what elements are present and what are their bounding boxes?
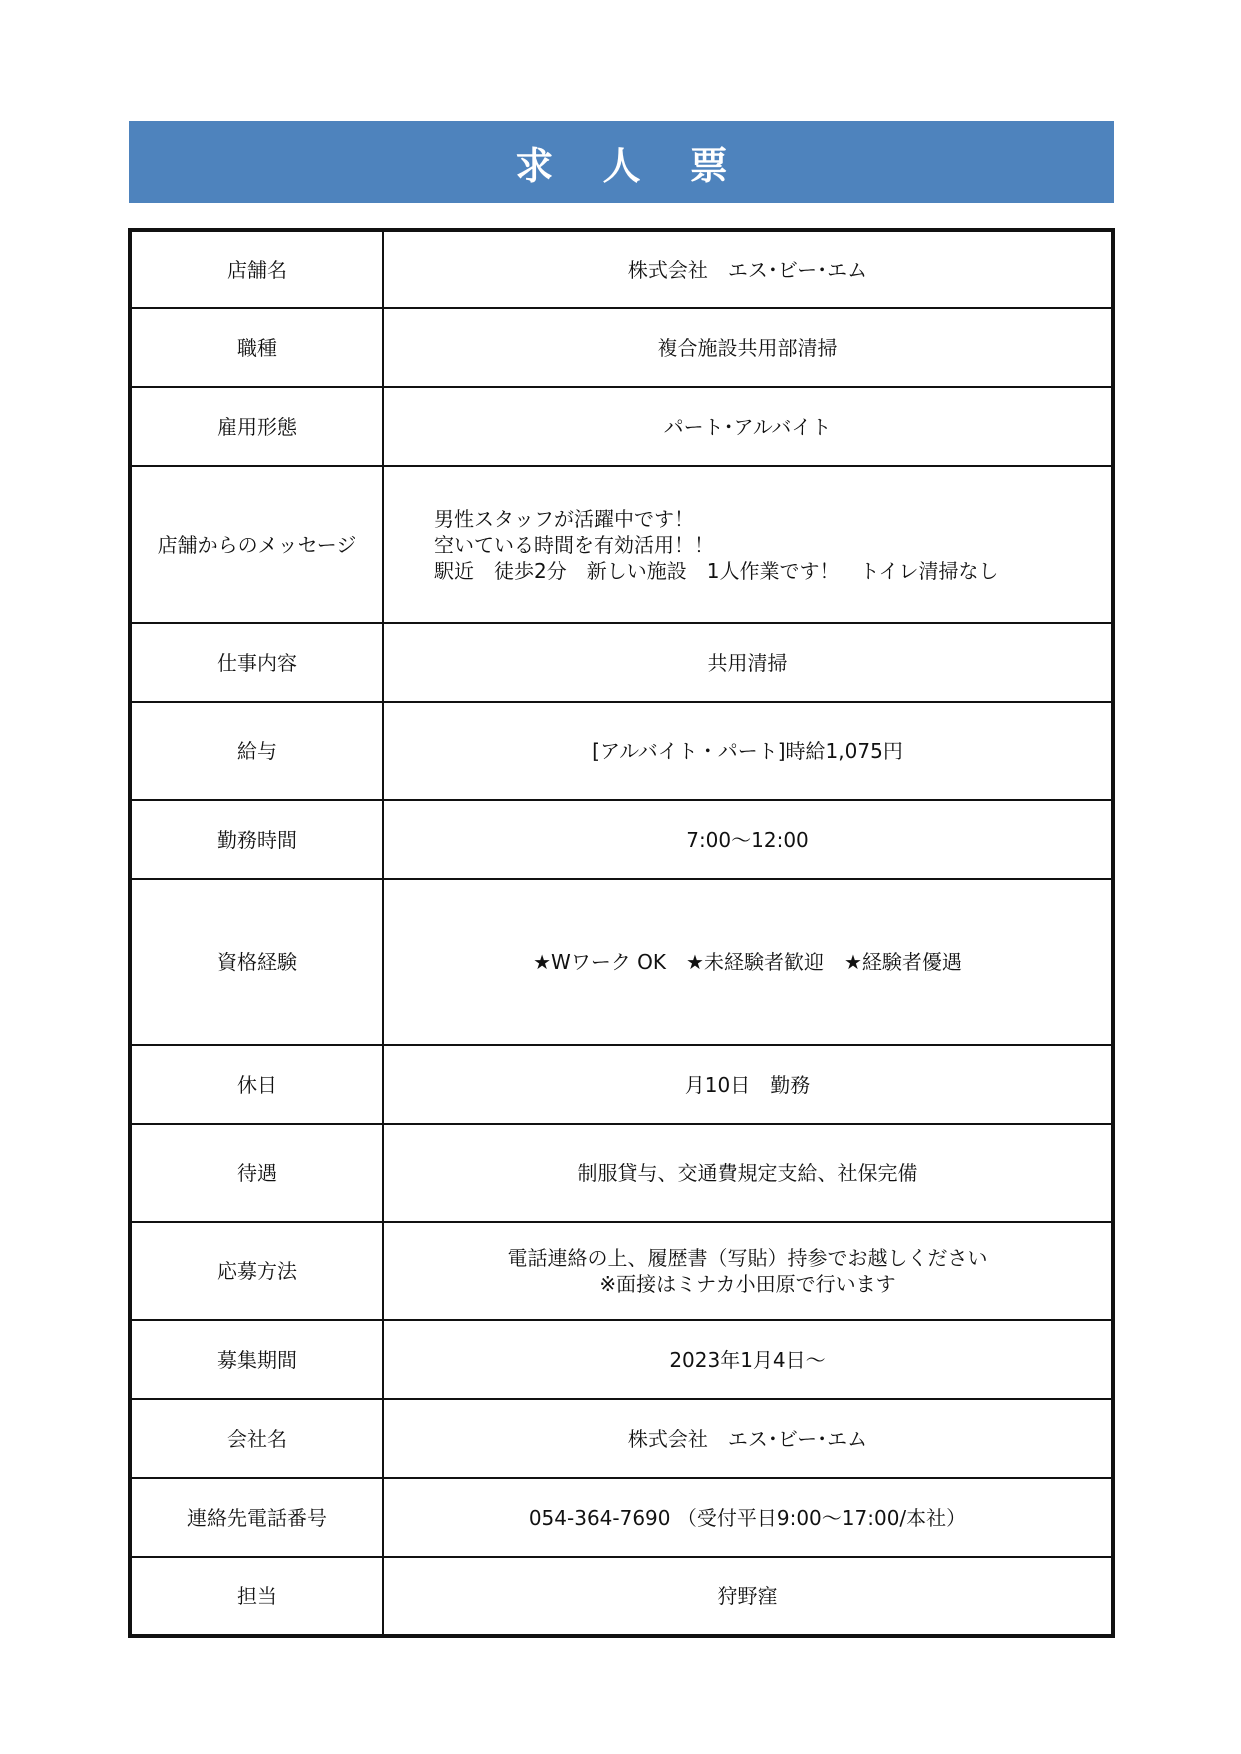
table-row (130, 387, 1113, 466)
row-label-store-message: 店舗からのメッセージ (130, 466, 383, 623)
value-line: 2023年1月4日～ (669, 1347, 826, 1372)
value-line: 制服貸与、交通費規定支給、社保完備 (577, 1161, 918, 1185)
value-line: パート･アルバイト (663, 414, 832, 439)
row-value-salary (383, 702, 1113, 800)
row-value-job-description (383, 623, 1113, 702)
row-value-job-type (383, 308, 1113, 387)
row-label-application-method: 応募方法 (130, 1222, 383, 1320)
row-label-job-type: 職種 (130, 308, 383, 387)
row-label-job-description: 仕事内容 (130, 623, 383, 702)
row-value-application-method (383, 1222, 1113, 1320)
table-row (130, 230, 1113, 308)
table-row (130, 1478, 1113, 1557)
row-label-work-hours: 勤務時間 (130, 800, 383, 879)
value-line: 狩野窪 (717, 1584, 778, 1608)
value-line: 株式会社 エス･ビー･エム (627, 257, 868, 282)
table-row (130, 623, 1113, 702)
row-label-recruitment-period: 募集期間 (130, 1320, 383, 1399)
value-line: 054-364-7690 （受付平日9:00～17:00/本社） (528, 1505, 967, 1530)
table-row (130, 1320, 1113, 1399)
value-line: 月10日 勤務 (684, 1072, 811, 1097)
row-value-qualifications (383, 879, 1113, 1045)
table-row (130, 1222, 1113, 1320)
row-value-work-hours (383, 800, 1113, 879)
page-title: 求 人 票 (515, 143, 746, 188)
job-listing-table (128, 228, 1115, 1638)
table-row (130, 1124, 1113, 1222)
row-label-salary: 給与 (130, 702, 383, 800)
table-row (130, 1045, 1113, 1124)
row-label-employment-type: 雇用形態 (130, 387, 383, 466)
row-value-contact-phone (383, 1478, 1113, 1557)
table-row (130, 702, 1113, 800)
row-value-store-message (383, 466, 1113, 623)
row-value-person-in-charge (383, 1557, 1113, 1636)
table-row (130, 879, 1113, 1045)
value-line: [アルバイト・パート]時給1,075円 (592, 739, 903, 763)
value-line: ※面接はミナカ小田原で行います (599, 1272, 896, 1296)
table-row (130, 1399, 1113, 1478)
row-value-company-name (383, 1399, 1113, 1478)
row-label-benefits: 待遇 (130, 1124, 383, 1222)
value-line: 駅近 徒歩2分 新しい施設 1人作業です！ トイレ清掃なし (434, 558, 999, 583)
table-row (130, 1557, 1113, 1636)
row-label-holidays: 休日 (130, 1045, 383, 1124)
row-value-store-name (383, 230, 1113, 308)
row-value-recruitment-period (383, 1320, 1113, 1399)
row-value-holidays (383, 1045, 1113, 1124)
value-line: 複合施設共用部清掃 (657, 335, 838, 360)
table-row (130, 800, 1113, 879)
row-value-benefits (383, 1124, 1113, 1222)
value-line: 電話連絡の上、履歴書（写貼）持参でお越しください (507, 1246, 988, 1270)
table-row (130, 466, 1113, 623)
value-line: ★Wワーク OK ★未経験者歓迎 ★経験者優遇 (533, 950, 962, 974)
value-line: 空いている時間を有効活用！！ (434, 532, 714, 557)
value-line: 7:00～12:00 (686, 827, 809, 852)
row-label-store-name: 店舗名 (130, 230, 383, 308)
row-label-person-in-charge: 担当 (130, 1557, 383, 1636)
row-value-employment-type (383, 387, 1113, 466)
value-line: 男性スタッフが活躍中です！ (434, 506, 694, 531)
table-row (130, 308, 1113, 387)
row-label-contact-phone: 連絡先電話番号 (130, 1478, 383, 1557)
value-line: 株式会社 エス･ビー･エム (627, 1426, 868, 1451)
row-label-company-name: 会社名 (130, 1399, 383, 1478)
value-line: 共用清掃 (707, 650, 788, 675)
row-label-qualifications: 資格経験 (130, 879, 383, 1045)
title-banner (129, 121, 1114, 203)
